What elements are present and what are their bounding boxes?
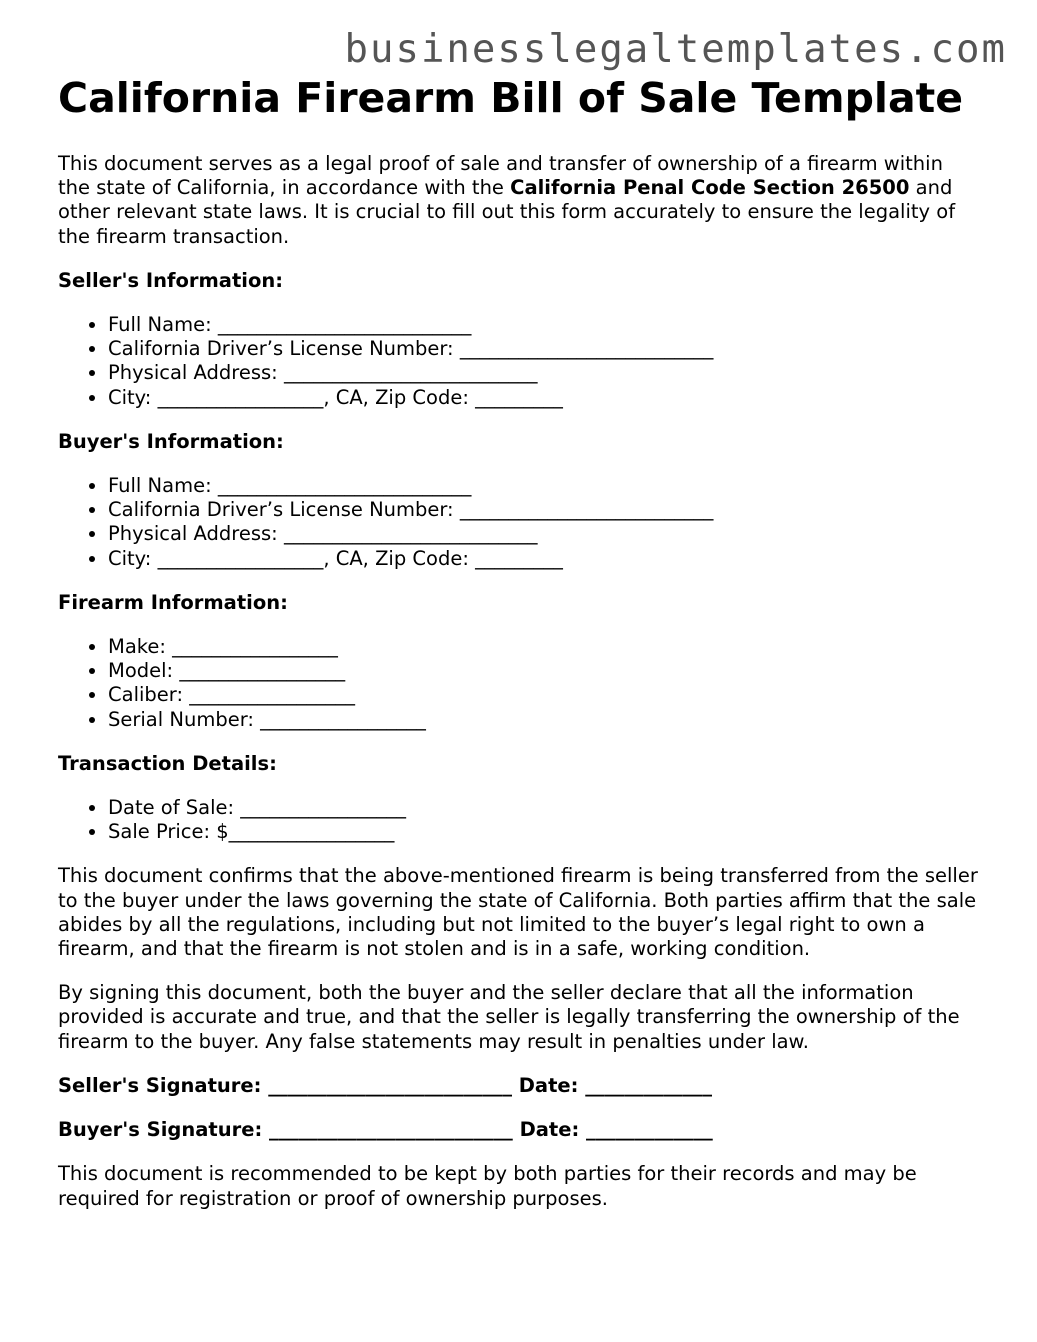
firearm-caliber: • Caliber: _________________ <box>108 683 978 707</box>
buyer-signature-line: Buyer's Signature: _________________________ Date: _____________ <box>58 1118 713 1142</box>
firearm-fields <box>58 635 978 732</box>
buyer-city-zip: • City: _________________, CA, Zip Code: _________ <box>108 547 978 571</box>
buyer-fields <box>58 474 978 571</box>
transaction-fields <box>58 796 978 844</box>
firearm-serial-number: • Serial Number: _________________ <box>108 708 978 732</box>
transaction-heading: Transaction Details: <box>58 751 277 775</box>
firearm-model: • Model: _________________ <box>108 659 978 683</box>
document-page <box>58 72 978 1211</box>
firearm-make: • Make: _________________ <box>108 635 978 659</box>
intro-penal-code: California Penal Code Section 26500 <box>510 176 910 200</box>
watermark: businesslegaltemplates.com <box>344 27 1007 72</box>
footer-paragraph: This document is recommended to be kept by both parties for their records and may be required for registration or proof of ownership purposes. <box>58 1162 917 1210</box>
buyer-heading: Buyer's Information: <box>58 429 284 453</box>
declaration-paragraph: By signing this document, both the buyer and the seller declare that all the information provided is accurate and true, and that the seller is legally transferring the ownership of the firearm to the buyer. Any false statements may result in penalties under law. <box>58 981 960 1053</box>
transaction-price: • Sale Price: $_________________ <box>108 820 978 844</box>
seller-license-number: • California Driver’s License Number: __________________________ <box>108 337 978 361</box>
seller-city-zip: • City: _________________, CA, Zip Code: _________ <box>108 386 978 410</box>
buyer-full-name: • Full Name: __________________________ <box>108 474 978 498</box>
intro-text-1: This document serves as a legal proof of sale and transfer of ownership of a firearm within the state of California, in accordance with the <box>58 152 943 200</box>
intro-text-2: and other relevant state laws. It is crucial to fill out this form accurately to ensure the legality of the firearm transaction. <box>58 176 956 248</box>
seller-heading: Seller's Information: <box>58 268 284 292</box>
seller-signature-line: Seller's Signature: _________________________ Date: _____________ <box>58 1073 712 1097</box>
buyer-license-number: • California Driver’s License Number: __________________________ <box>108 498 978 522</box>
seller-fields <box>58 313 978 410</box>
transaction-date: • Date of Sale: _________________ <box>108 796 978 820</box>
confirmation-paragraph: This document confirms that the above-mentioned firearm is being transferred from the seller to the buyer under the laws governing the state of California. Both parties affirm that the sale abides by all the regulations, including but not limited to the buyer’s legal right to own a firearm, and that the firearm is not stolen and is in a safe, working condition. <box>58 864 978 961</box>
firearm-heading: Firearm Information: <box>58 590 288 614</box>
seller-address: • Physical Address: __________________________ <box>108 361 978 385</box>
seller-full-name: • Full Name: __________________________ <box>108 313 978 337</box>
page-title: California Firearm Bill of Sale Template <box>58 74 964 122</box>
intro-paragraph <box>58 152 978 249</box>
buyer-address: • Physical Address: __________________________ <box>108 522 978 546</box>
